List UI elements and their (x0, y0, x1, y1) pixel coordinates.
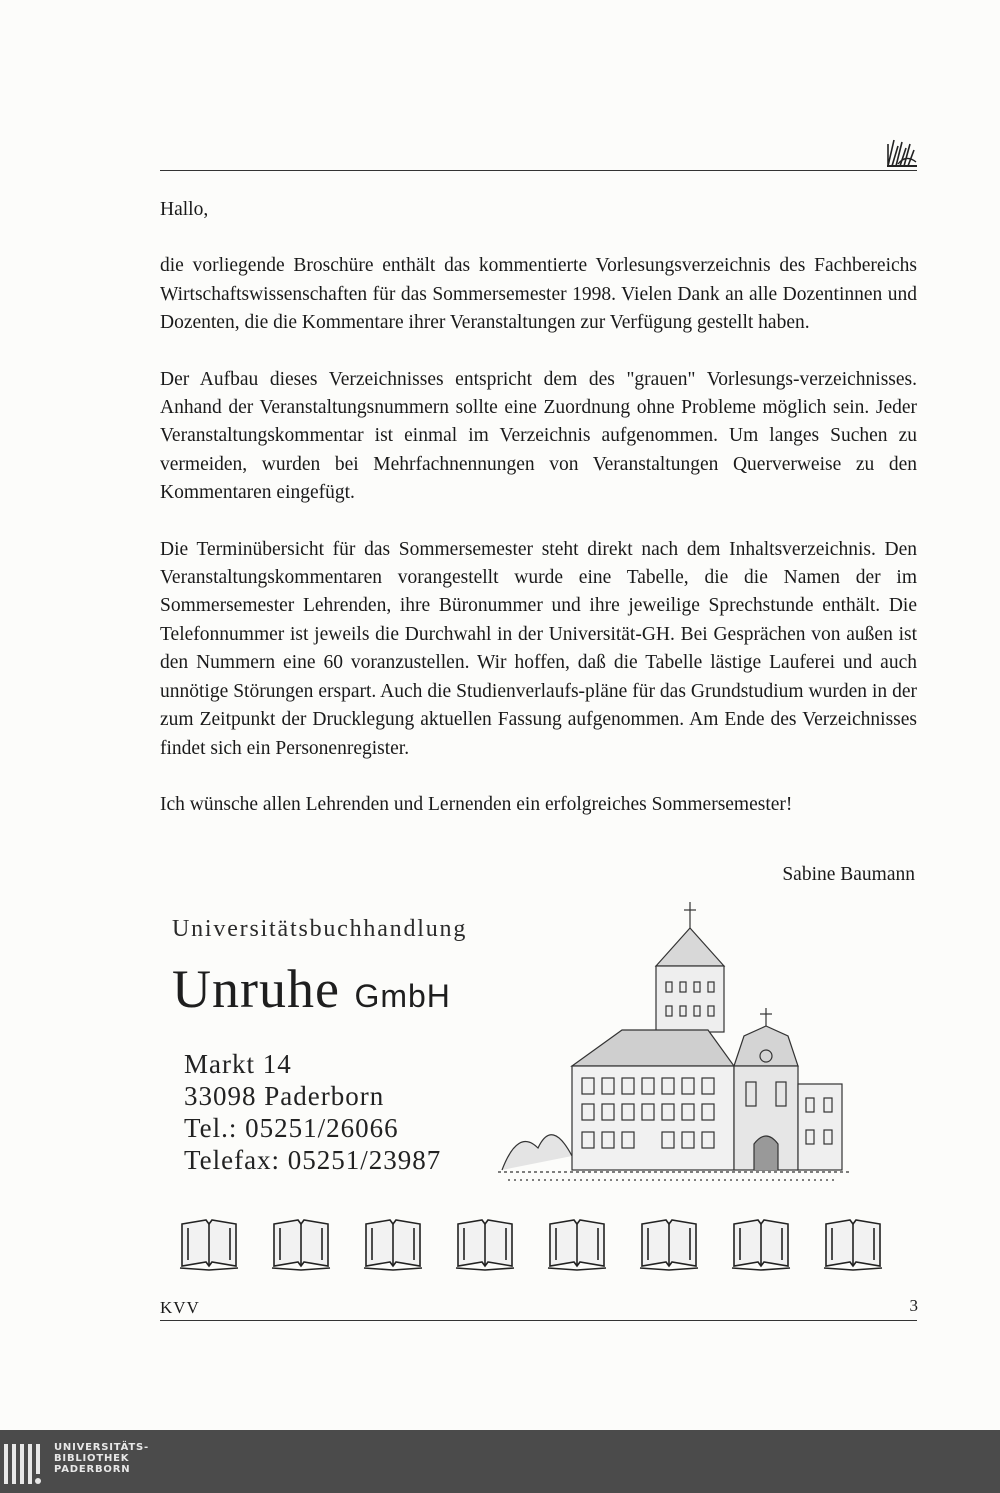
book-icon (360, 1212, 426, 1278)
library-line-2: BIBLIOTHEK (54, 1453, 130, 1464)
book-icon-row (176, 1212, 886, 1282)
signature: Sabine Baumann (782, 864, 915, 885)
ad-street: Markt 14 (184, 1049, 292, 1079)
book-icon (728, 1212, 794, 1278)
book-icon (452, 1212, 518, 1278)
library-banner (0, 1430, 1000, 1493)
ad-address (184, 1048, 441, 1176)
ad-city: 33098 Paderborn (184, 1081, 385, 1111)
building-illustration-icon (498, 898, 850, 1190)
book-icon (820, 1212, 886, 1278)
letter-body (160, 196, 917, 847)
header-rule (160, 170, 917, 171)
footer-label: KVV (160, 1298, 200, 1317)
paragraph-schedule: Die Terminübersicht für das Sommersemester steht direkt nach dem Inhaltsverzeichnis. Den Veranstaltungskommentaren vorangestellt wurde eine Tabelle, die die Namen der im Sommersemester Lehrenden, ihre Büronummer und ihre jeweilige Sprechstunde enthält. Die Telefonnummer ist jeweils die Durchwahl in der Universität-GH. Bei Gesprächen von außen ist den Nummern eine 60 voranzustellen. Wir hoffen, daß die Tabelle lästige Lauferei und auch unnötige Störungen erspart. Auch die Studienverlaufs-pläne für das Grundstudium wurden in der zum Zeitpunkt der Drucklegung aktuellen Fassung aufgenommen. Am Ende des Verzeichnisses findet sich ein Personenregister. (160, 538, 917, 759)
ad-fax: Telefax: 05251/23987 (184, 1145, 442, 1175)
page-number: 3 (909, 1296, 918, 1315)
fachschaft-logo-icon (884, 136, 918, 170)
book-icon (268, 1212, 334, 1278)
book-icon (544, 1212, 610, 1278)
ad-bookstore-title: Universitätsbuchhandlung (172, 916, 468, 942)
paragraph-wishes: Ich wünsche allen Lehrenden und Lernenden ein erfolgreiches Sommersemester! (160, 793, 793, 815)
book-icon (176, 1212, 242, 1278)
paragraph-structure: Der Aufbau dieses Verzeichnisses entspricht dem des "grauen" Vorlesungs-verzeichnisses. Anhand der Veranstaltungsnummern sollte eine Zuordnung ohne Probleme möglich sein. Jeder Veranstaltungskommentar ist einmal im Verzeichnis aufgenommen. Um langes Suchen zu vermeiden, wurden bei Mehrfachnennungen von Veranstaltungen Querverweise zu den Kommentaren eingefügt. (160, 368, 917, 504)
library-line-3: PADERBORN (54, 1464, 131, 1475)
book-icon (636, 1212, 702, 1278)
ad-company-word: Unruhe (172, 959, 340, 1019)
library-line-1: UNIVERSITÄTS- (54, 1442, 149, 1453)
greeting: Hallo, (160, 199, 209, 220)
ad-company-name (172, 958, 451, 1020)
library-name (54, 1442, 149, 1475)
library-logo-icon (4, 1440, 50, 1484)
footer-rule (160, 1320, 917, 1321)
paragraph-intro: die vorliegende Broschüre enthält das kommentierte Vorlesungsverzeichnis des Fachbereichs Wirtschaftswissenschaften für das Sommersemester 1998. Vielen Dank an alle Dozentinnen und Dozenten, die die Kommentare ihrer Veranstaltungen zur Verfügung gestellt haben. (160, 255, 917, 334)
ad-company-suffix: GmbH (354, 978, 451, 1014)
ad-phone: Tel.: 05251/26066 (184, 1113, 399, 1143)
